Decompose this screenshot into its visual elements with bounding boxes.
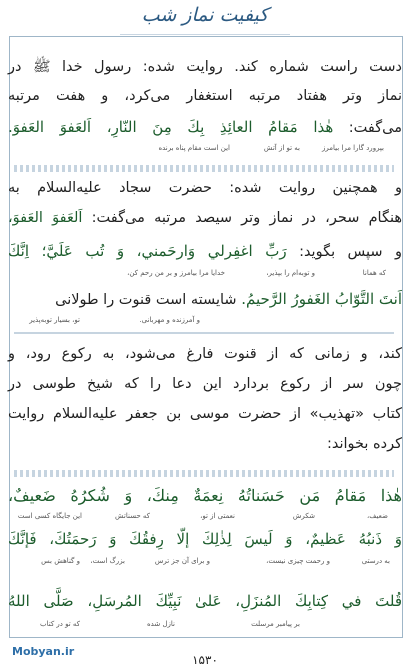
page-title: کیفیت نماز شب bbox=[141, 4, 269, 26]
text-line: کرده بخواند: bbox=[326, 436, 402, 452]
arabic-prayer-line: وَ ذَنبُهُ عَظيمٌ، وَ لَيسَ لِذٰلِكَ إلّا رِفقُكَ وَ رَحمَتُكَ، فَإنَّكَ bbox=[8, 530, 402, 548]
gloss-text: و گناهش بس bbox=[41, 557, 80, 565]
section-divider bbox=[14, 470, 394, 477]
gloss-text: این است مقام پناه برنده bbox=[158, 144, 230, 152]
text-line: کند، و زمانی که از قنوت فارغ می‌شود، به رکوع رود، و bbox=[8, 346, 402, 362]
arabic-prayer-line: قُلتَ في كِتابِكَ المُنزَلِ، عَلىٰ نَبِيِّكَ المُرسَلِ، صَلَّى اللهُ bbox=[8, 592, 402, 610]
gloss-text: نازل شده bbox=[147, 620, 175, 628]
section-divider bbox=[14, 332, 394, 334]
gloss-text: بر پیامبر مرسلت bbox=[251, 620, 300, 628]
text-line-with-arabic bbox=[8, 210, 402, 226]
text-line-with-arabic bbox=[8, 242, 402, 260]
text-part: شایسته است قنوت را طولانی bbox=[55, 292, 237, 308]
section-divider bbox=[14, 165, 394, 172]
text-part: هنگام سحر، در نماز وتر سیصد مرتبه می‌گفت: bbox=[91, 210, 403, 226]
text-line: چون سر از رکوع بردارد این دعا را که شیخ طوسی در bbox=[8, 376, 402, 392]
gloss-text: به تو از آتش bbox=[263, 144, 300, 152]
title-rule bbox=[120, 34, 290, 35]
text-line: نماز وتر هفتاد مرتبه استغفار می‌کرد، و هفت مرتبه bbox=[8, 88, 402, 104]
gloss-text: و توبه‌ام را بپذیر، bbox=[266, 269, 315, 277]
gloss-text: تو، بسیار توبه‌پذیر bbox=[29, 316, 80, 324]
gloss-text: بزرگ است، bbox=[90, 557, 125, 565]
text-part: و سپس بگوید: bbox=[299, 244, 402, 260]
gloss-text: خدایا مرا بیامرز و بر من رحم کن، bbox=[127, 269, 225, 277]
gloss-text: که حسناتش bbox=[115, 512, 150, 520]
page-number: ۱۵۳۰ bbox=[192, 653, 218, 667]
text-prefix: می‌گفت: bbox=[348, 120, 403, 136]
gloss-text: به درستی bbox=[361, 557, 390, 565]
arabic-prayer-line: هٰذا مَقامُ مَن حَسَناتُهُ نِعمَةٌ مِنكَ، وَ شُكرُهُ ضَعيفٌ، bbox=[8, 486, 402, 505]
text-line-with-arabic bbox=[8, 290, 402, 308]
gloss-text: شکرش bbox=[292, 512, 315, 520]
gloss-text: که تو در کتاب bbox=[40, 620, 80, 628]
text-line-with-arabic bbox=[8, 118, 402, 136]
arabic-prayer: اَنتَ التَّوّابُ الغَفورُ الرَّحيمُ. bbox=[241, 290, 402, 308]
site-watermark: Mobyan.ir bbox=[12, 645, 75, 658]
text-line: و همچنین روایت شده: حضرت سجاد عليه‌السلام به bbox=[8, 180, 402, 196]
gloss-text: این جایگاه کسی است bbox=[17, 512, 82, 520]
gloss-text: نعمتی از تو، bbox=[200, 512, 235, 520]
arabic-prayer: هٰذا مَقامُ العائِذِ بِكَ مِنَ النّارِ، اَلعَفوَ العَفوَ. bbox=[8, 118, 334, 136]
gloss-text: ضعیف، bbox=[367, 512, 388, 520]
gloss-text: و آمرزنده و مهربانی. bbox=[139, 316, 200, 324]
gloss-text: که همانا bbox=[362, 269, 386, 277]
gloss-text: و رحمت چیزی نیست، bbox=[266, 557, 330, 565]
text-line: کتاب «تهذیب» از حضرت موسی بن جعفر عليه‌السلام روایت bbox=[8, 406, 402, 422]
text-line: دست راست شماره کند. روایت شده: رسول خدا ﷺ در bbox=[8, 59, 402, 75]
arabic-prayer: رَبِّ اغفِرلي وَارحَمني، وَ تُب عَلَيَّ؛ اِنَّكَ bbox=[8, 242, 287, 260]
gloss-text: بپرورد گارا مرا بیامرز bbox=[321, 144, 384, 152]
gloss-text: و برای آن جز ترس bbox=[154, 557, 210, 565]
arabic-prayer: اَلعَفوَ العَفوَ، bbox=[8, 210, 83, 226]
